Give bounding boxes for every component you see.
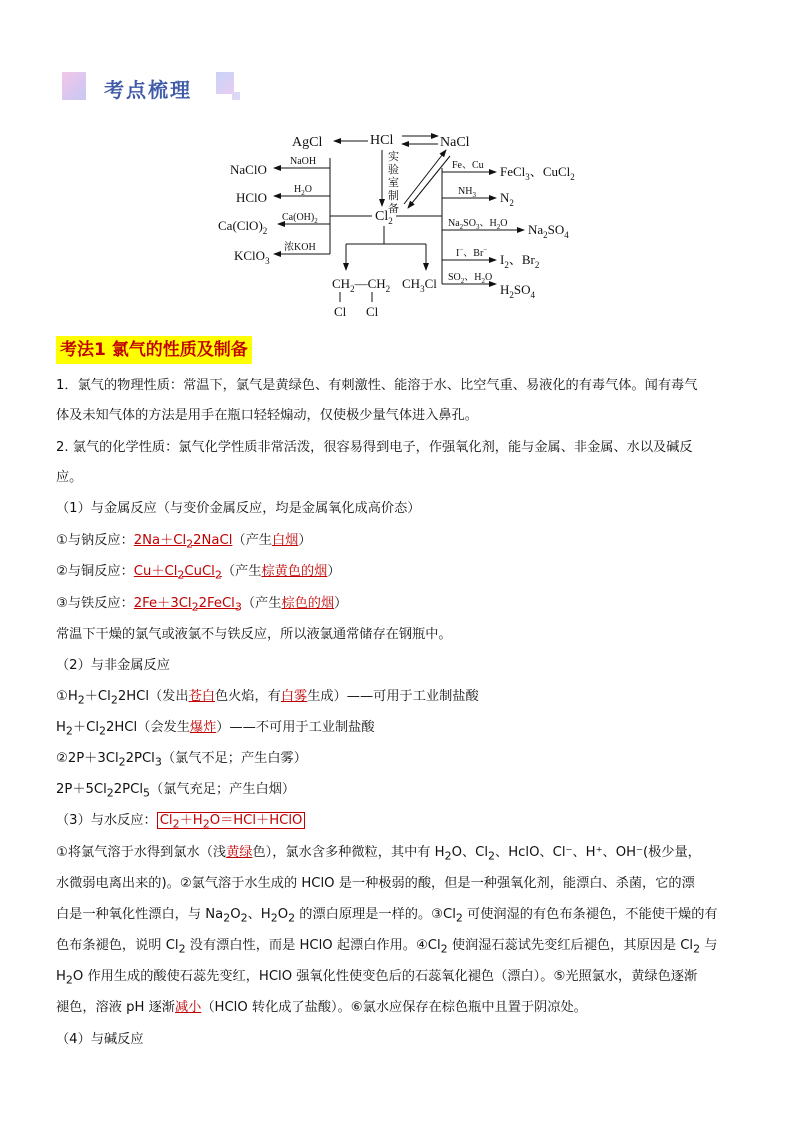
text-line: 白是一种氧化性漂白，与 $Na_2O_2$、$H_2O_2$ 的漂白原理是一样的。$③Cl_2$ 可使润湿的有色布条褪色，不能使干燥的有 — [56, 907, 718, 925]
node-cl-b: Cl — [366, 304, 379, 319]
label-fecu: Fe、Cu — [452, 160, 484, 171]
text-line: $①H_2+Cl_22HCl$（发出苍白色火焰，有白雾生成）——可用于工业制盐酸 — [56, 689, 479, 707]
section-banner — [62, 72, 242, 104]
banner-decoration — [232, 92, 240, 100]
lab-prep-char: 备 — [388, 203, 399, 215]
section-heading: 考法1 氯气的性质及制备 — [56, 336, 252, 364]
node-agcl: AgCl — [292, 135, 323, 150]
text-line: ①与钠反应：$2Na+Cl_22NaCl$（产生白烟） — [56, 533, 312, 551]
label-koh: 浓KOH — [284, 242, 316, 253]
node-na2so4: $Na_2SO_4$ — [528, 222, 569, 240]
node-n2: $N_2$ — [500, 190, 514, 208]
node-naclo: NaClO — [230, 162, 267, 177]
text-line: $②2P+3Cl_22PCl_3$（氯气不足；产生白雾） — [56, 751, 307, 769]
label-naoh: NaOH — [290, 156, 317, 167]
text-line: $H_2O$ 作用生成的酸使石蕊先变红，HClO 强氧化性使变色后的石蕊氧化褪色（漂白）。⑤光照氯水，黄绿色逐渐 — [56, 969, 698, 987]
node-i2br2: $I_2$、$Br_2$ — [500, 252, 540, 270]
node-fecl3: FeCl$_3$、CuCl$_2$ — [500, 164, 575, 182]
text-line: 应。 — [56, 470, 83, 485]
node-h2so4: $H_2SO_4$ — [500, 282, 536, 300]
banner-decoration — [216, 72, 234, 94]
lab-prep-char: 实 — [388, 151, 399, 163]
lab-prep-char: 制 — [388, 190, 399, 202]
node-ch2ch2: $CH_2—CH_2$ — [332, 276, 391, 294]
text-line: 2. 氯气的化学性质：氯气化学性质非常活泼，很容易得到电子，作强氧化剂，能与金属、非金属、水以及碱反 — [56, 440, 693, 455]
text-line: ①将氯气溶于水得到氯水（浅黄绿色），氯水含多种微粒，其中有 $H_2O$、$Cl_2$、HclO、Cl⁻、H⁺、OH⁻(极少量， — [56, 845, 701, 863]
chlorine-reaction-diagram — [210, 124, 590, 320]
banner-title: 考点梳理 — [104, 78, 192, 102]
text-line: 常温下干燥的氯气或液氯不与铁反应，所以液氯通常储存在钢瓶中。 — [56, 627, 452, 642]
text-line: ②与铜反应：$Cu+Cl_2CuCl_2$（产生棕黄色的烟） — [56, 564, 341, 582]
node-hcl: HCl — [370, 133, 394, 148]
node-caclo2: $Ca(ClO)_2$ — [218, 218, 268, 236]
text-line: ③与铁反应：$2Fe+3Cl_22FeCl_3$（产生棕色的烟） — [56, 596, 348, 614]
label-nh3: $NH_3$ — [458, 186, 476, 199]
text-line: （3）与水反应： $Cl_2+H_2O=HCl+HClO$ — [56, 811, 305, 835]
text-line: （4）与碱反应 — [56, 1032, 144, 1047]
label-ibr: I−、Br− — [456, 246, 488, 259]
text-line: 水微弱电离出来的)。②氯气溶于水生成的 HClO 是一种极弱的酸，但是一种强氧化剂，能漂白、杀菌，它的漂 — [56, 876, 695, 891]
node-hclo: HClO — [236, 190, 268, 205]
label-na2so3: $Na_2SO_3$、$H_2O$ — [448, 218, 508, 231]
lab-prep-char: 验 — [388, 164, 399, 176]
label-caoh2: $Ca(OH)_2$ — [282, 212, 318, 225]
text-line: （2）与非金属反应 — [56, 658, 170, 673]
text-line: 色布条褪色，说明 $Cl_2$ 没有漂白性，而是 HClO 起漂白作用。$④Cl_2$ 使润湿石蕊试先变红后褪色，其原因是 $Cl_2$ 与 — [56, 938, 718, 956]
text-line: 体及未知气体的方法是用手在瓶口轻轻煽动，仅使极少量气体进入鼻孔。 — [56, 408, 478, 423]
node-nacl: NaCl — [440, 135, 470, 150]
node-ch3cl: $CH_3Cl$ — [402, 276, 437, 294]
text-line: （1）与金属反应（与变价金属反应，均是金属氧化成高价态） — [56, 501, 421, 516]
text-line: 1．氯气的物理性质：常温下，氯气是黄绿色、有刺激性、能溶于水、比空气重、易液化的有毒气体。闻有毒气 — [56, 378, 698, 393]
lab-prep-char: 室 — [388, 177, 399, 189]
label-so2: $SO_2$、$H_2O$ — [448, 272, 493, 285]
node-cl-a: Cl — [334, 304, 347, 319]
text-line: 褪色，溶液 pH 逐渐减小（HClO 转化成了盐酸）。⑥氯水应保存在棕色瓶中且置于阴凉处。 — [56, 1000, 587, 1015]
label-h2o: $H_2O$ — [294, 184, 312, 197]
node-kclo3: KClO$_3$ — [234, 248, 270, 266]
node-cl2: $Cl_2$ — [375, 209, 393, 226]
text-line: $2P+5Cl_22PCl_5$（氯气充足；产生白烟） — [56, 782, 296, 800]
text-line: $H_2+Cl_22HCl$（会发生爆炸）——不可用于工业制盐酸 — [56, 720, 375, 738]
banner-decoration — [62, 72, 86, 100]
